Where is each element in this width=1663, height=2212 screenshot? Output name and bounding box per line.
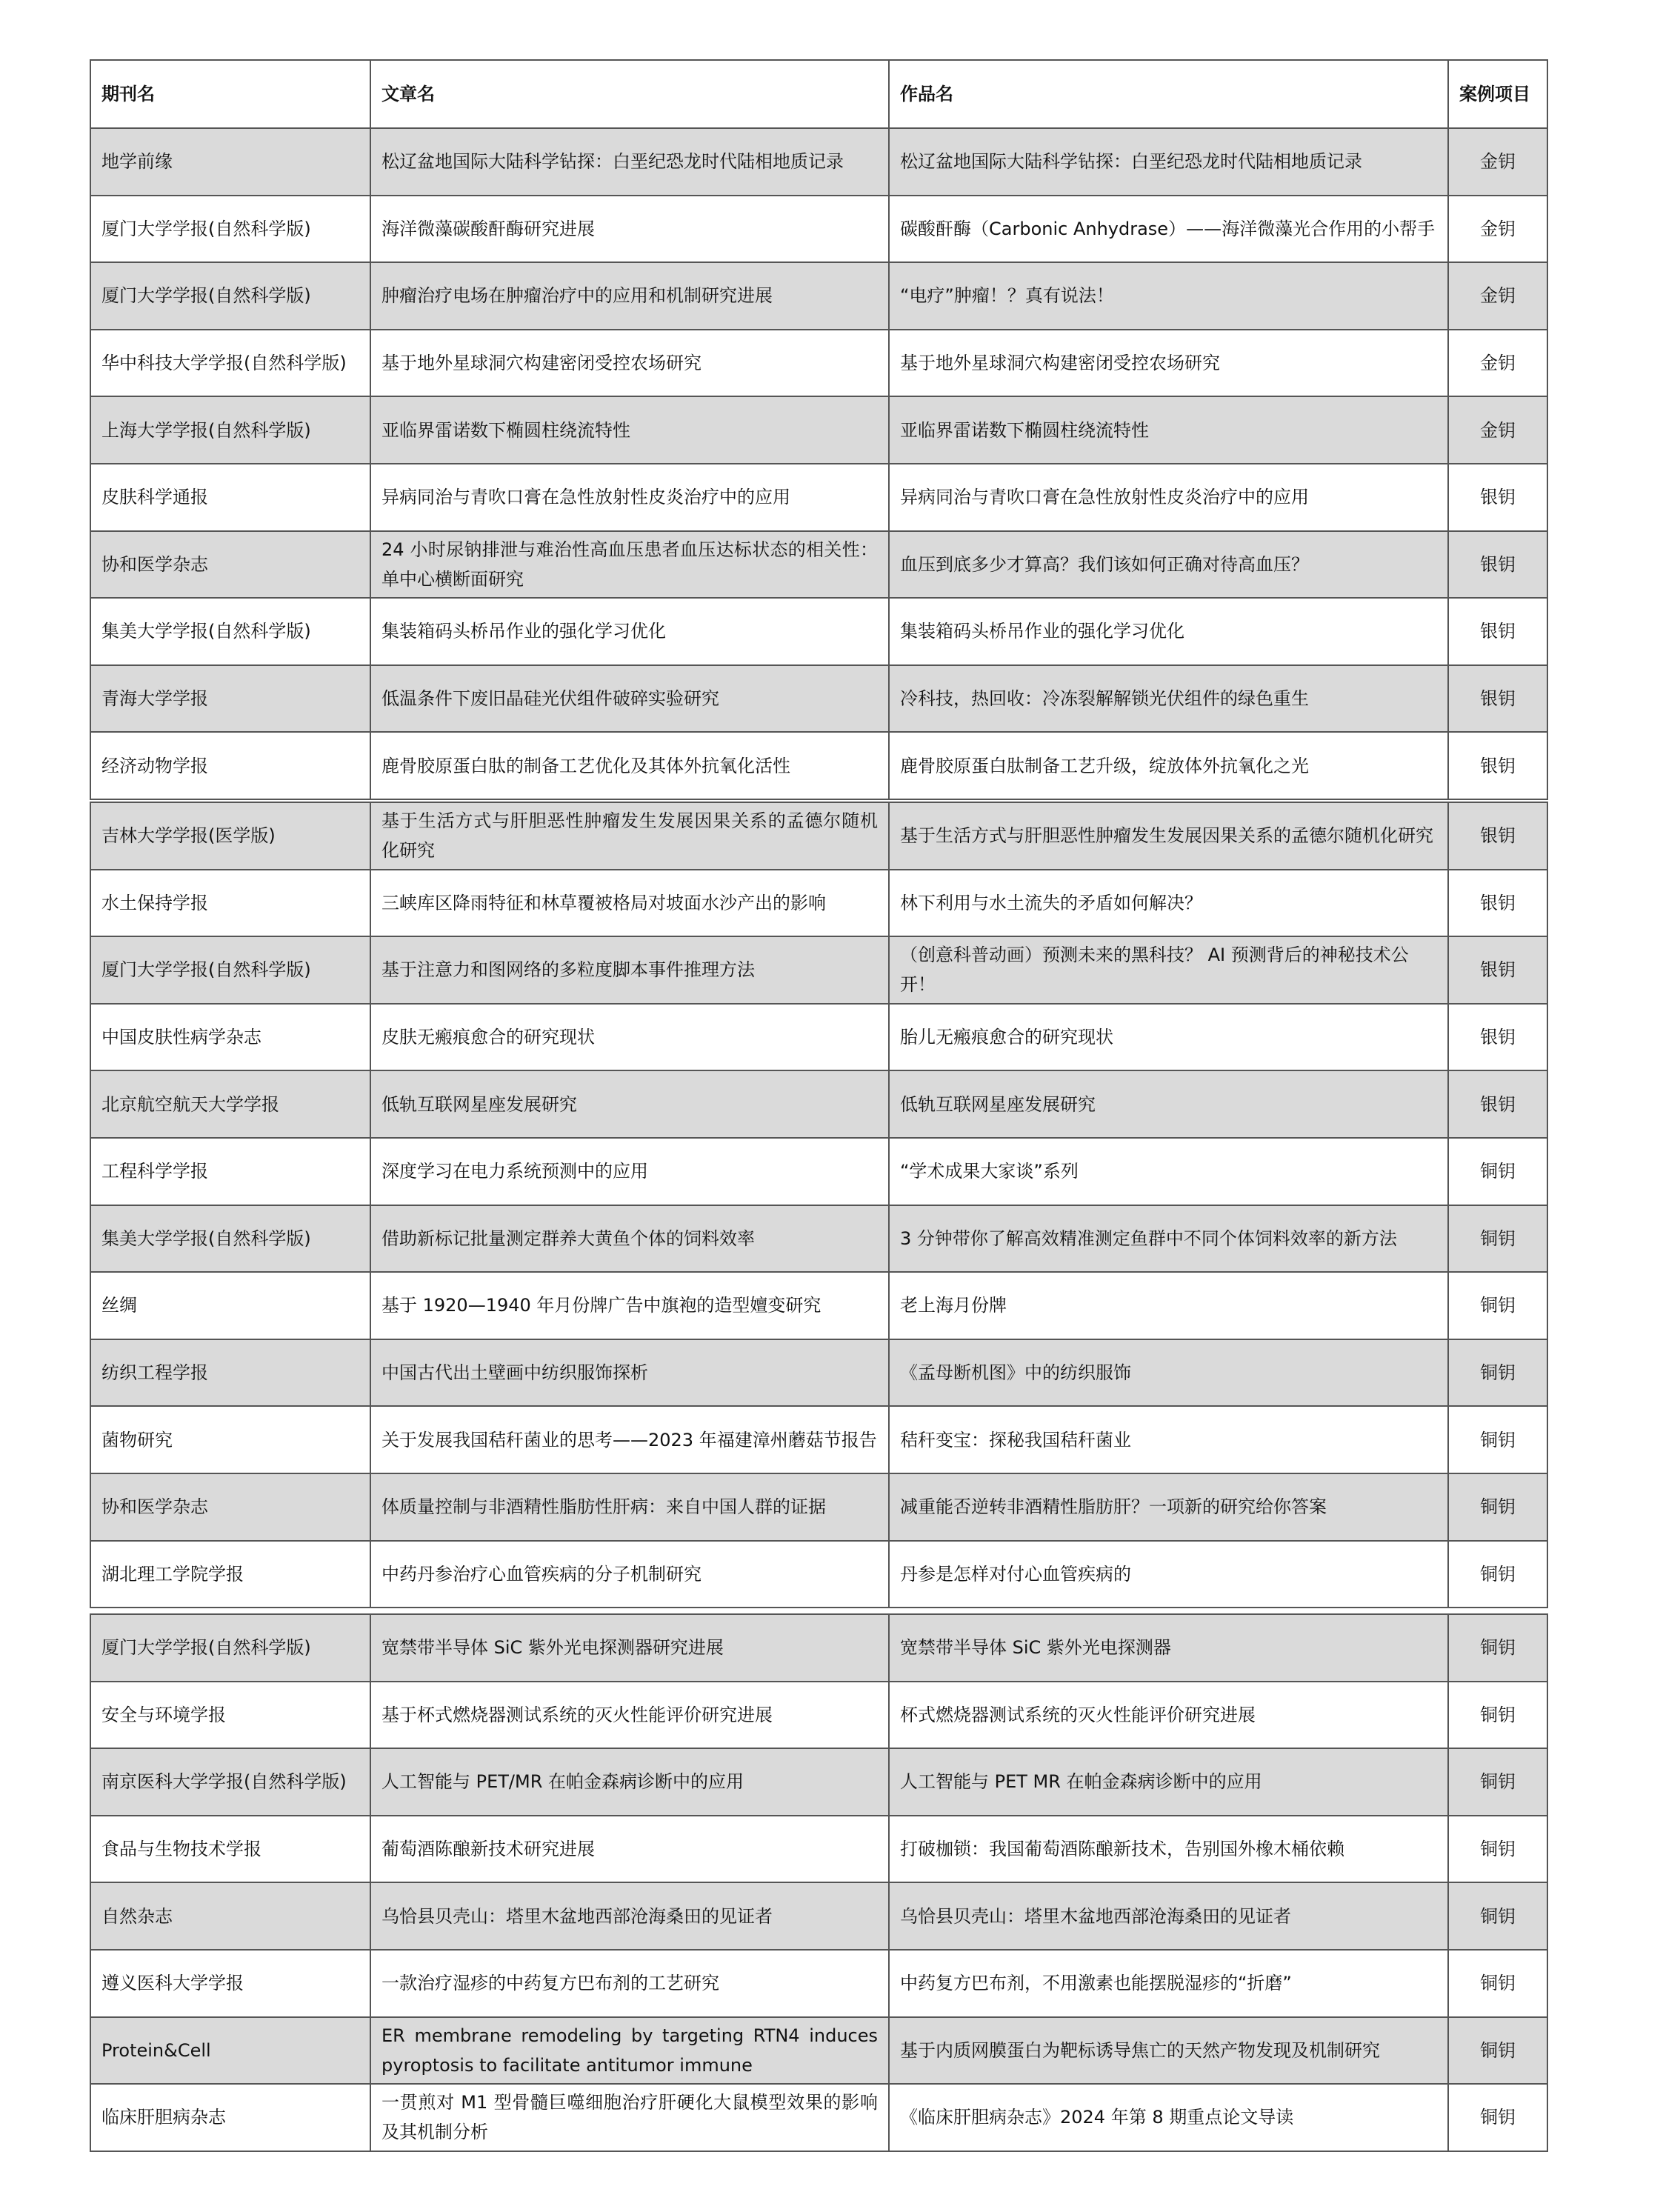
work-cell: 松辽盆地国际大陆科学钻探：白垩纪恐龙时代陆相地质记录 (889, 128, 1448, 196)
table-row (90, 936, 1547, 1004)
award-table-part-1 (90, 59, 1548, 800)
table-row (90, 732, 1547, 799)
header-award: 案例项目 (1448, 60, 1547, 128)
work-cell: 宽禁带半导体 SiC 紫外光电探测器 (889, 1614, 1448, 1682)
journal-cell: 上海大学学报(自然科学版) (90, 396, 370, 464)
award-cell: 铜钥 (1448, 1682, 1547, 1749)
table-row (90, 1406, 1547, 1473)
award-cell: 银钥 (1448, 1070, 1547, 1138)
work-cell: 减重能否逆转非酒精性脂肪肝？一项新的研究给你答案 (889, 1473, 1448, 1541)
article-cell: 一贯煎对 M1 型骨髓巨噬细胞治疗肝硬化大鼠模型效果的影响及其机制分析 (370, 2084, 889, 2151)
award-cell: 铜钥 (1448, 1950, 1547, 2017)
work-cell: 冷科技，热回收：冷冻裂解解锁光伏组件的绿色重生 (889, 665, 1448, 733)
article-cell: 鹿骨胶原蛋白肽的制备工艺优化及其体外抗氧化活性 (370, 732, 889, 799)
table-row (90, 1339, 1547, 1407)
article-cell: 基于地外星球洞穴构建密闭受控农场研究 (370, 330, 889, 397)
award-cell: 金钥 (1448, 128, 1547, 196)
journal-cell: 北京航空航天大学学报 (90, 1070, 370, 1138)
table-row (90, 1614, 1547, 1682)
article-cell: 低轨互联网星座发展研究 (370, 1070, 889, 1138)
table-body-1 (90, 128, 1547, 799)
article-cell: 葡萄酒陈酿新技术研究进展 (370, 1816, 889, 1883)
journal-cell: 菌物研究 (90, 1406, 370, 1473)
work-cell: “学术成果大家谈”系列 (889, 1138, 1448, 1205)
article-cell: 24 小时尿钠排泄与难治性高血压患者血压达标状态的相关性：单中心横断面研究 (370, 531, 889, 599)
award-cell: 铜钥 (1448, 1473, 1547, 1541)
table-row (90, 531, 1547, 599)
work-cell: 秸秆变宝：探秘我国秸秆菌业 (889, 1406, 1448, 1473)
work-cell: “电疗”肿瘤！？真有说法！ (889, 262, 1448, 330)
article-cell: 体质量控制与非酒精性脂肪性肝病：来自中国人群的证据 (370, 1473, 889, 1541)
award-cell: 银钥 (1448, 1004, 1547, 1071)
article-cell: 亚临界雷诺数下椭圆柱绕流特性 (370, 396, 889, 464)
article-cell: 借助新标记批量测定群养大黄鱼个体的饲料效率 (370, 1205, 889, 1273)
article-cell: 基于杯式燃烧器测试系统的灭火性能评价研究进展 (370, 1682, 889, 1749)
article-cell: 乌恰县贝壳山：塔里木盆地西部沧海桑田的见证者 (370, 1882, 889, 1950)
table-row (90, 1272, 1547, 1339)
table-row (90, 262, 1547, 330)
award-cell: 金钥 (1448, 262, 1547, 330)
article-cell: 集装箱码头桥吊作业的强化学习优化 (370, 598, 889, 665)
award-cell: 银钥 (1448, 464, 1547, 531)
table-row (90, 1882, 1547, 1950)
article-cell: 中药丹参治疗心血管疾病的分子机制研究 (370, 1541, 889, 1608)
journal-cell: 协和医学杂志 (90, 531, 370, 599)
award-cell: 银钥 (1448, 665, 1547, 733)
award-cell: 银钥 (1448, 936, 1547, 1004)
award-cell: 银钥 (1448, 531, 1547, 599)
award-cell: 铜钥 (1448, 1272, 1547, 1339)
work-cell: 杯式燃烧器测试系统的灭火性能评价研究进展 (889, 1682, 1448, 1749)
award-cell: 铜钥 (1448, 2017, 1547, 2085)
article-cell: 宽禁带半导体 SiC 紫外光电探测器研究进展 (370, 1614, 889, 1682)
table-row (90, 665, 1547, 733)
award-cell: 铜钥 (1448, 1205, 1547, 1273)
table-row (90, 802, 1547, 870)
journal-cell: 厦门大学学报(自然科学版) (90, 196, 370, 263)
article-cell: 基于生活方式与肝胆恶性肿瘤发生发展因果关系的孟德尔随机化研究 (370, 802, 889, 870)
article-cell: 低温条件下废旧晶硅光伏组件破碎实验研究 (370, 665, 889, 733)
table-row (90, 1682, 1547, 1749)
journal-cell: 集美大学学报(自然科学版) (90, 598, 370, 665)
work-cell: 基于生活方式与肝胆恶性肿瘤发生发展因果关系的孟德尔随机化研究 (889, 802, 1448, 870)
work-cell: 集装箱码头桥吊作业的强化学习优化 (889, 598, 1448, 665)
journal-cell: 丝绸 (90, 1272, 370, 1339)
journal-cell: 经济动物学报 (90, 732, 370, 799)
journal-cell: 地学前缘 (90, 128, 370, 196)
work-cell: （创意科普动画）预测未来的黑科技？ AI 预测背后的神秘技术公开！ (889, 936, 1448, 1004)
journal-cell: 集美大学学报(自然科学版) (90, 1205, 370, 1273)
work-cell: 《临床肝胆病杂志》2024 年第 8 期重点论文导读 (889, 2084, 1448, 2151)
table-row (90, 1816, 1547, 1883)
article-cell: 皮肤无瘢痕愈合的研究现状 (370, 1004, 889, 1071)
table-row (90, 1950, 1547, 2017)
table-body-3 (90, 1614, 1547, 2151)
award-cell: 银钥 (1448, 598, 1547, 665)
work-cell: 胎儿无瘢痕愈合的研究现状 (889, 1004, 1448, 1071)
journal-cell: 湖北理工学院学报 (90, 1541, 370, 1608)
table-row (90, 128, 1547, 196)
journal-cell: 协和医学杂志 (90, 1473, 370, 1541)
work-cell: 林下利用与水土流失的矛盾如何解决？ (889, 870, 1448, 937)
journal-cell: 纺织工程学报 (90, 1339, 370, 1407)
article-cell: 海洋微藻碳酸酐酶研究进展 (370, 196, 889, 263)
journal-cell: 厦门大学学报(自然科学版) (90, 262, 370, 330)
award-cell: 铜钥 (1448, 2084, 1547, 2151)
table-row (90, 870, 1547, 937)
article-cell: ER membrane remodeling by targeting RTN4 induces pyroptosis to facilitate antitumor immune (370, 2017, 889, 2085)
table-row (90, 1541, 1547, 1608)
table-body-2 (90, 802, 1547, 1608)
journal-cell: 临床肝胆病杂志 (90, 2084, 370, 2151)
header-article: 文章名 (370, 60, 889, 128)
table-row (90, 1004, 1547, 1071)
work-cell: 血压到底多少才算高？我们该如何正确对待高血压？ (889, 531, 1448, 599)
work-cell: 低轨互联网星座发展研究 (889, 1070, 1448, 1138)
award-cell: 铜钥 (1448, 1138, 1547, 1205)
award-cell: 铜钥 (1448, 1614, 1547, 1682)
journal-cell: 食品与生物技术学报 (90, 1816, 370, 1883)
article-cell: 中国古代出土壁画中纺织服饰探析 (370, 1339, 889, 1407)
table-row (90, 196, 1547, 263)
table-row (90, 464, 1547, 531)
work-cell: 人工智能与 PET MR 在帕金森病诊断中的应用 (889, 1748, 1448, 1816)
article-cell: 关于发展我国秸秆菌业的思考——2023 年福建漳州蘑菇节报告 (370, 1406, 889, 1473)
work-cell: 《孟母断机图》中的纺织服饰 (889, 1339, 1448, 1407)
award-cell: 铜钥 (1448, 1541, 1547, 1608)
award-cell: 铜钥 (1448, 1339, 1547, 1407)
work-cell: 3 分钟带你了解高效精准测定鱼群中不同个体饲料效率的新方法 (889, 1205, 1448, 1273)
award-cell: 铜钥 (1448, 1882, 1547, 1950)
work-cell: 亚临界雷诺数下椭圆柱绕流特性 (889, 396, 1448, 464)
work-cell: 中药复方巴布剂，不用激素也能摆脱湿疹的“折磨” (889, 1950, 1448, 2017)
article-cell: 深度学习在电力系统预测中的应用 (370, 1138, 889, 1205)
table-row (90, 1070, 1547, 1138)
award-cell: 银钥 (1448, 870, 1547, 937)
award-cell: 金钥 (1448, 196, 1547, 263)
table-header-row (90, 60, 1547, 128)
award-table-part-2 (90, 802, 1548, 1608)
article-cell: 松辽盆地国际大陆科学钻探：白垩纪恐龙时代陆相地质记录 (370, 128, 889, 196)
journal-cell: 安全与环境学报 (90, 1682, 370, 1749)
award-cell: 金钥 (1448, 396, 1547, 464)
article-cell: 三峡库区降雨特征和林草覆被格局对坡面水沙产出的影响 (370, 870, 889, 937)
table-row (90, 1748, 1547, 1816)
article-cell: 肿瘤治疗电场在肿瘤治疗中的应用和机制研究进展 (370, 262, 889, 330)
journal-cell: 工程科学学报 (90, 1138, 370, 1205)
work-cell: 基于地外星球洞穴构建密闭受控农场研究 (889, 330, 1448, 397)
award-cell: 铜钥 (1448, 1748, 1547, 1816)
table-row (90, 396, 1547, 464)
award-cell: 铜钥 (1448, 1816, 1547, 1883)
table-row (90, 330, 1547, 397)
table-row (90, 1473, 1547, 1541)
work-cell: 乌恰县贝壳山：塔里木盆地西部沧海桑田的见证者 (889, 1882, 1448, 1950)
header-journal: 期刊名 (90, 60, 370, 128)
award-cell: 银钥 (1448, 732, 1547, 799)
table-row (90, 1138, 1547, 1205)
award-cell: 金钥 (1448, 330, 1547, 397)
journal-cell: 青海大学学报 (90, 665, 370, 733)
table-row (90, 598, 1547, 665)
table-row (90, 2017, 1547, 2085)
award-cell: 银钥 (1448, 802, 1547, 870)
work-cell: 异病同治与青吹口膏在急性放射性皮炎治疗中的应用 (889, 464, 1448, 531)
article-cell: 基于注意力和图网络的多粒度脚本事件推理方法 (370, 936, 889, 1004)
article-cell: 人工智能与 PET/MR 在帕金森病诊断中的应用 (370, 1748, 889, 1816)
article-cell: 异病同治与青吹口膏在急性放射性皮炎治疗中的应用 (370, 464, 889, 531)
work-cell: 丹参是怎样对付心血管疾病的 (889, 1541, 1448, 1608)
table-row (90, 1205, 1547, 1273)
journal-cell: Protein&Cell (90, 2017, 370, 2085)
article-cell: 基于 1920—1940 年月份牌广告中旗袍的造型嬗变研究 (370, 1272, 889, 1339)
journal-cell: 厦门大学学报(自然科学版) (90, 936, 370, 1004)
journal-cell: 华中科技大学学报(自然科学版) (90, 330, 370, 397)
work-cell: 打破枷锁：我国葡萄酒陈酿新技术，告别国外橡木桶依赖 (889, 1816, 1448, 1883)
work-cell: 鹿骨胶原蛋白肽制备工艺升级，绽放体外抗氧化之光 (889, 732, 1448, 799)
journal-cell: 遵义医科大学学报 (90, 1950, 370, 2017)
work-cell: 基于内质网膜蛋白为靶标诱导焦亡的天然产物发现及机制研究 (889, 2017, 1448, 2085)
header-work: 作品名 (889, 60, 1448, 128)
journal-cell: 南京医科大学学报(自然科学版) (90, 1748, 370, 1816)
award-cell: 铜钥 (1448, 1406, 1547, 1473)
journal-cell: 厦门大学学报(自然科学版) (90, 1614, 370, 1682)
journal-cell: 皮肤科学通报 (90, 464, 370, 531)
award-table-part-3 (90, 1613, 1548, 2152)
work-cell: 老上海月份牌 (889, 1272, 1448, 1339)
journal-cell: 吉林大学学报(医学版) (90, 802, 370, 870)
journal-cell: 中国皮肤性病学杂志 (90, 1004, 370, 1071)
journal-cell: 水土保持学报 (90, 870, 370, 937)
work-cell: 碳酸酐酶（Carbonic Anhydrase）——海洋微藻光合作用的小帮手 (889, 196, 1448, 263)
article-cell: 一款治疗湿疹的中药复方巴布剂的工艺研究 (370, 1950, 889, 2017)
table-row (90, 2084, 1547, 2151)
journal-cell: 自然杂志 (90, 1882, 370, 1950)
